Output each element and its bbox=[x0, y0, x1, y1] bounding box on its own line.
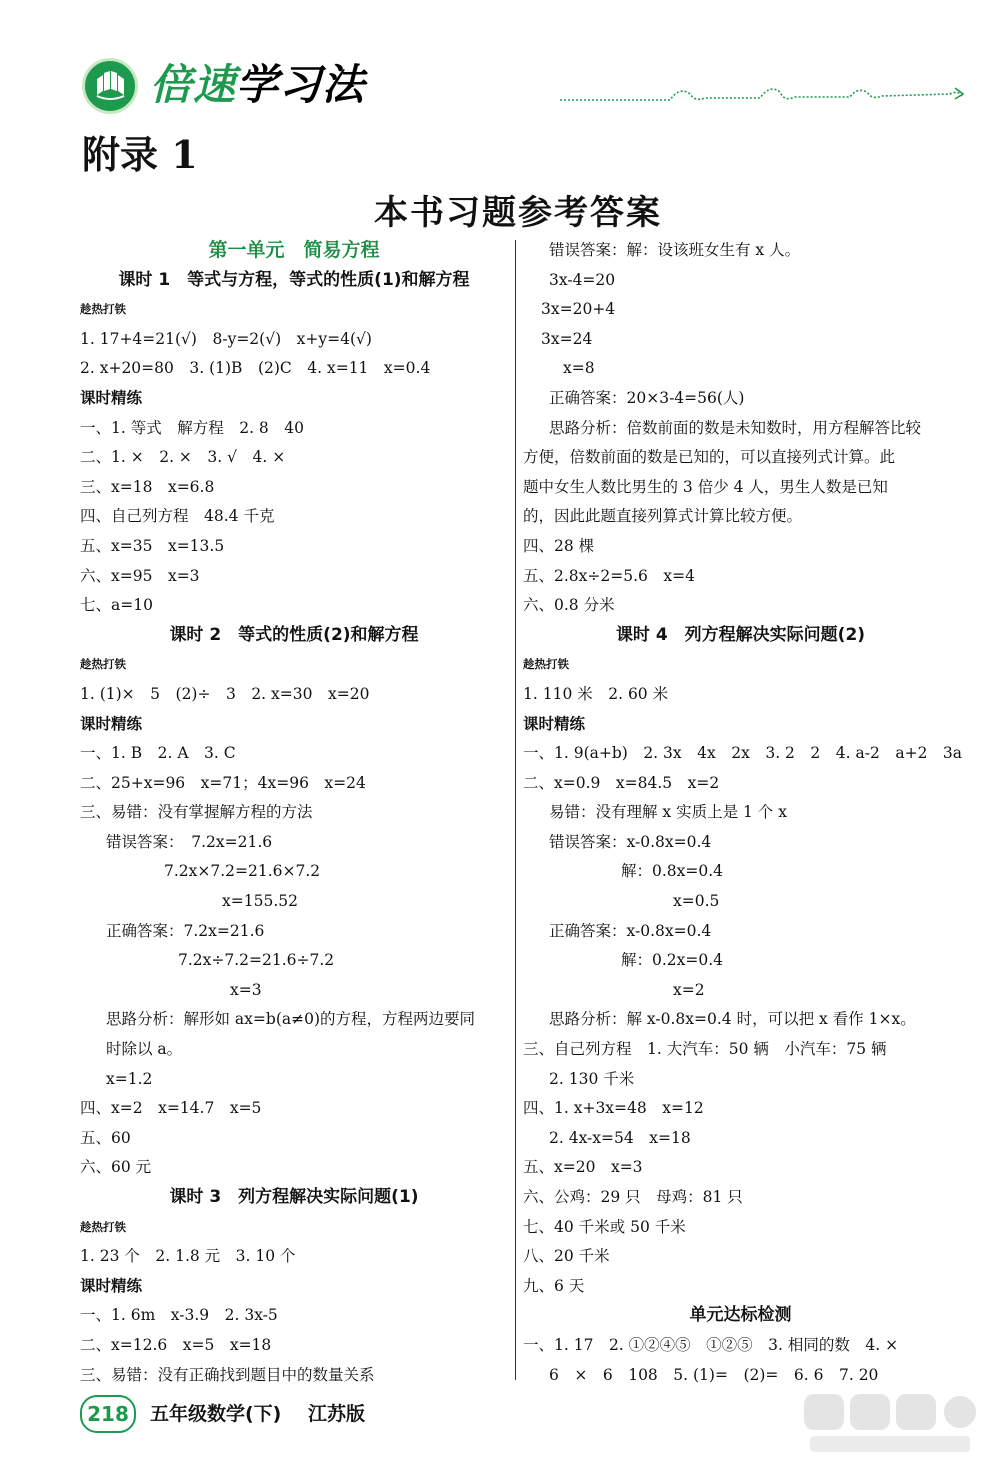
answer-line: 3x=20+4 bbox=[541, 300, 616, 319]
answer-line: x=1.2 bbox=[106, 1069, 153, 1088]
answer-line: 易错：没有理解 x 实质上是 1 个 x bbox=[549, 803, 787, 822]
page-number: 218 bbox=[80, 1395, 136, 1433]
answer-line: 正确答案：7.2x=21.6 bbox=[106, 921, 265, 940]
answer-line: 一、1. 6m x-3.9 2. 3x-5 bbox=[80, 1306, 278, 1325]
section-tag: 趁热打铁 bbox=[80, 657, 126, 672]
answer-line: 错误答案：解：设该班女生有 x 人。 bbox=[549, 241, 801, 259]
answer-line: 三、易错：没有正确找到题目中的数量关系 bbox=[80, 1365, 375, 1384]
answer-line: 五、x=35 x=13.5 bbox=[80, 536, 225, 555]
answer-line: 一、1. 9(a+b) 2. 3x 4x 2x 3. 2 2 4. a-2 a+2 3a bbox=[523, 744, 963, 763]
answer-line: x=0.5 bbox=[673, 892, 720, 911]
answer-column-left bbox=[80, 236, 508, 1390]
answer-line: 八、20 千米 bbox=[523, 1247, 610, 1266]
brand-logo: 倍速学习法 bbox=[150, 60, 366, 109]
answer-line: 1. 110 米 2. 60 米 bbox=[523, 684, 669, 703]
appendix-heading: 附录 1 bbox=[82, 132, 198, 177]
answer-line: 一、1. B 2. A 3. C bbox=[80, 744, 236, 763]
answer-line: 的，因此此题直接列算式计算比较方便。 bbox=[523, 507, 803, 526]
answer-line: 错误答案：x-0.8x=0.4 bbox=[549, 832, 712, 851]
answer-line: 3x=24 bbox=[541, 329, 593, 348]
answer-line: 二、x=12.6 x=5 x=18 bbox=[80, 1335, 272, 1354]
answer-line: 五、60 bbox=[80, 1128, 131, 1147]
answer-line: 2. 4x-x=54 x=18 bbox=[549, 1128, 691, 1147]
answer-line: 正确答案：x-0.8x=0.4 bbox=[549, 921, 712, 940]
answer-line: x=8 bbox=[563, 359, 595, 378]
answer-line: 三、x=18 x=6.8 bbox=[80, 477, 215, 496]
answer-line: 1. 17+4=21(√) 8-y=2(√) x+y=4(√) bbox=[80, 329, 372, 348]
unit-heading: 第一单元 简易方程 bbox=[208, 239, 380, 261]
section-tag: 趁热打铁 bbox=[80, 302, 126, 317]
answer-line: 6 × 6 108 5. (1)= (2)= 6. 6 7. 20 bbox=[549, 1365, 879, 1384]
answer-line: x=3 bbox=[230, 980, 262, 999]
answer-line: 解：0.2x=0.4 bbox=[621, 951, 724, 970]
lesson-heading: 课时 4 列方程解决实际问题(2) bbox=[615, 624, 866, 645]
answer-line: 四、自己列方程 48.4 千克 bbox=[80, 507, 275, 526]
answer-line: 六、公鸡：29 只 母鸡：81 只 bbox=[523, 1188, 743, 1206]
page-header bbox=[0, 0, 1000, 115]
answer-line: 正确答案：20×3-4=56(人) bbox=[549, 388, 745, 407]
answer-line: 时除以 a。 bbox=[106, 1040, 183, 1059]
answer-line: 1. (1)× 5 (2)÷ 3 2. x=30 x=20 bbox=[80, 684, 370, 703]
answer-line: 2. 130 千米 bbox=[549, 1069, 635, 1088]
answer-line: 四、28 棵 bbox=[523, 536, 595, 555]
answer-line: 1. 23 个 2. 1.8 元 3. 10 个 bbox=[80, 1247, 296, 1266]
answer-column-right bbox=[523, 236, 963, 1390]
lesson-heading: 课时 2 等式的性质(2)和解方程 bbox=[169, 624, 419, 645]
answer-line: 七、a=10 bbox=[80, 596, 153, 615]
book-badge-icon bbox=[82, 58, 138, 114]
answer-line: 思路分析：倍数前面的数是未知数时，用方程解答比较 bbox=[549, 418, 922, 437]
section-label: 课时精练 bbox=[80, 1276, 143, 1295]
page-title: 本书习题参考答案 bbox=[374, 193, 662, 233]
answer-line: 九、6 天 bbox=[523, 1276, 585, 1295]
answer-line: 三、自己列方程 1. 大汽车：50 辆 小汽车：75 辆 bbox=[523, 1040, 887, 1059]
answer-line: x=2 bbox=[673, 980, 705, 999]
watermark-logo bbox=[800, 1388, 980, 1458]
lesson-heading: 课时 3 列方程解决实际问题(1) bbox=[169, 1187, 419, 1207]
answer-line: 二、25+x=96 x=71；4x=96 x=24 bbox=[80, 773, 366, 792]
answer-line: 五、x=20 x=3 bbox=[523, 1158, 643, 1177]
answer-line: 方便，倍数前面的数是已知的，可以直接列式计算。此 bbox=[523, 448, 896, 467]
section-label: 课时精练 bbox=[80, 388, 143, 407]
answer-line: 解：0.8x=0.4 bbox=[621, 862, 724, 881]
section-tag: 趁热打铁 bbox=[523, 657, 569, 672]
answer-line: 六、0.8 分米 bbox=[523, 596, 615, 615]
answer-line: 三、易错：没有掌握解方程的方法 bbox=[80, 803, 313, 822]
answer-line: x=155.52 bbox=[222, 892, 298, 911]
column-divider bbox=[515, 240, 516, 1380]
section-tag: 趁热打铁 bbox=[80, 1219, 126, 1234]
book-info bbox=[150, 1399, 385, 1426]
answer-line: 7.2x÷7.2=21.6÷7.2 bbox=[178, 951, 335, 970]
answer-line: 7.2x×7.2=21.6×7.2 bbox=[164, 862, 321, 881]
answer-line: 二、x=0.9 x=84.5 x=2 bbox=[523, 773, 720, 792]
book-title: 五年级数学(下) bbox=[150, 1403, 282, 1425]
answer-line: 四、1. x+3x=48 x=12 bbox=[523, 1099, 704, 1118]
answer-line: 思路分析：解 x-0.8x=0.4 时，可以把 x 看作 1×x。 bbox=[549, 1010, 916, 1029]
answer-line: 3x-4=20 bbox=[549, 270, 616, 289]
answer-line: 六、x=95 x=3 bbox=[80, 566, 200, 585]
answer-line: 六、60 元 bbox=[80, 1158, 152, 1177]
book-edition: 江苏版 bbox=[308, 1403, 366, 1425]
answer-line: 一、1. 17 2. ①②④⑤ ①②⑤ 3. 相同的数 4. × bbox=[523, 1335, 899, 1354]
answer-line: 七、40 千米或 50 千米 bbox=[523, 1217, 686, 1236]
lesson-heading: 课时 1 等式与方程，等式的性质(1)和解方程 bbox=[118, 269, 470, 290]
answer-line: 五、2.8x÷2=5.6 x=4 bbox=[523, 566, 695, 585]
decorative-wave-line bbox=[560, 78, 970, 108]
answer-line: 题中女生人数比男生的 3 倍少 4 人，男生人数是已知 bbox=[523, 477, 888, 496]
section-label: 课时精练 bbox=[523, 714, 586, 733]
section-label: 课时精练 bbox=[80, 714, 143, 733]
answer-line: 思路分析：解形如 ax=b(a≠0)的方程，方程两边要同 bbox=[106, 1010, 476, 1029]
answer-line: 错误答案： 7.2x=21.6 bbox=[106, 832, 273, 851]
answer-line: 四、x=2 x=14.7 x=5 bbox=[80, 1099, 262, 1118]
lesson-heading: 单元达标检测 bbox=[689, 1305, 792, 1326]
answer-line: 二、1. × 2. × 3. √ 4. × bbox=[80, 448, 286, 467]
answer-line: 2. x+20=80 3. (1)B (2)C 4. x=11 x=0.4 bbox=[80, 359, 431, 378]
answer-line: 一、1. 等式 解方程 2. 8 40 bbox=[80, 418, 305, 437]
